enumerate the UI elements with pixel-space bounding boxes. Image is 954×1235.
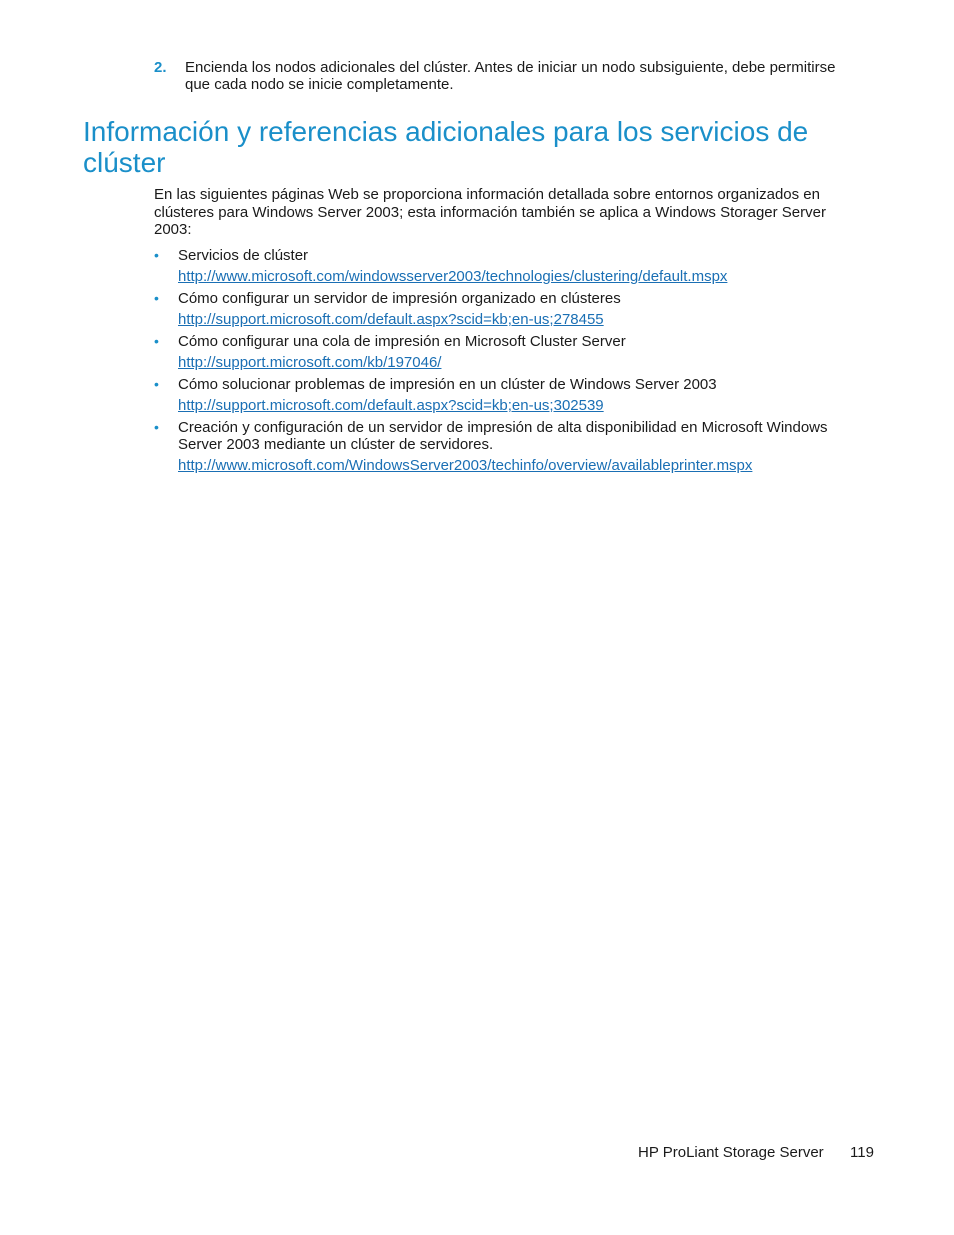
section-title: Información y referencias adicionales para los servicios de clúster	[83, 116, 809, 178]
bullet-icon: •	[154, 376, 159, 392]
reference-list	[154, 247, 854, 479]
procedure-step	[154, 59, 854, 93]
list-item	[154, 376, 854, 414]
reference-link[interactable]: http://www.microsoft.com/windowsserver2003/technologies/clustering/default.mspx	[178, 268, 728, 285]
reference-link[interactable]: http://www.microsoft.com/WindowsServer2003/techinfo/overview/availableprinter.mspx	[178, 457, 753, 474]
list-item	[154, 247, 854, 285]
bullet-icon: •	[154, 290, 159, 306]
bullet-icon: •	[154, 419, 159, 435]
page-number: 119	[850, 1144, 874, 1161]
reference-link[interactable]: http://support.microsoft.com/default.aspx?scid=kb;en-us;302539	[178, 397, 604, 414]
reference-title: Cómo configurar un servidor de impresión organizado en clústeres	[178, 290, 621, 307]
step-text: Encienda los nodos adicionales del clúster. Antes de iniciar un nodo subsiguiente, debe permitirse que cada nodo se inicie completamente.	[185, 59, 836, 93]
footer-document-title: HP ProLiant Storage Server	[638, 1144, 824, 1161]
list-item	[154, 290, 854, 328]
reference-title: Creación y configuración de un servidor de impresión de alta disponibilidad en Microsoft Windows Server 2003 mediante un clúster de servidores.	[178, 419, 828, 453]
list-item	[154, 419, 854, 474]
intro-paragraph: En las siguientes páginas Web se proporciona información detallada sobre entornos organizados en clústeres para Windows Server 2003; esta información también se aplica a Windows Storager Server 2003:	[154, 186, 826, 238]
reference-title: Servicios de clúster	[178, 247, 309, 264]
step-number: 2.	[154, 59, 167, 76]
reference-title: Cómo configurar una cola de impresión en Microsoft Cluster Server	[178, 333, 626, 350]
bullet-icon: •	[154, 247, 159, 263]
reference-link[interactable]: http://support.microsoft.com/kb/197046/	[178, 354, 442, 371]
list-item	[154, 333, 854, 371]
bullet-icon: •	[154, 333, 159, 349]
reference-title: Cómo solucionar problemas de impresión en un clúster de Windows Server 2003	[178, 376, 717, 393]
reference-link[interactable]: http://support.microsoft.com/default.aspx?scid=kb;en-us;278455	[178, 311, 604, 328]
